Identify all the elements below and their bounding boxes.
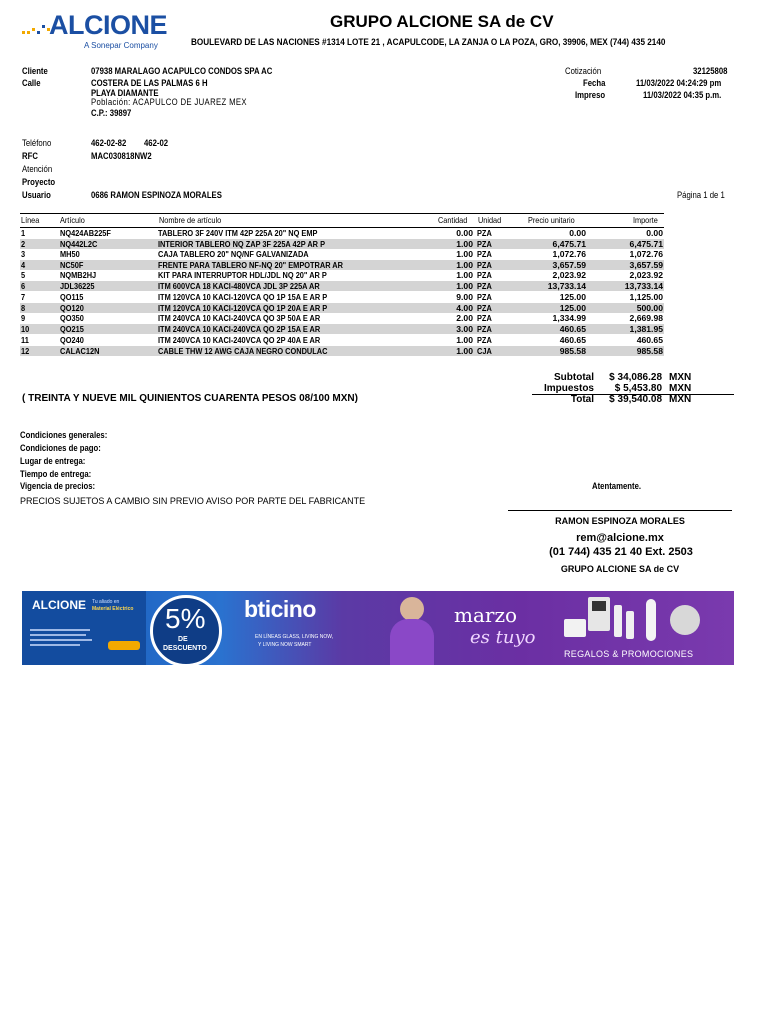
cell-precio: 2,023.92: [552, 270, 586, 280]
lugar-entrega: Lugar de entrega:: [20, 456, 86, 466]
impuestos-currency: MXN: [669, 383, 692, 394]
table-row: [20, 249, 664, 259]
discount-de: DE: [178, 636, 188, 643]
thermostat-icon: [670, 605, 700, 635]
cell-importe: 2,023.92: [629, 270, 663, 280]
header-importe: Importe: [633, 215, 658, 225]
table-row: [20, 228, 664, 238]
cell-articulo: QO115: [60, 292, 84, 302]
cell-cantidad: 1.00: [456, 260, 473, 270]
header-precio: Precio unitario: [528, 215, 575, 225]
cell-linea: 8: [21, 303, 26, 313]
cell-precio: 0.00: [569, 228, 586, 238]
cell-nombre: ITM 240VCA 10 KACI-240VCA QO 2P 40A E AR: [158, 335, 321, 345]
cell-nombre: FRENTE PARA TABLERO NF-NQ 20" EMPOTRAR AR: [158, 260, 343, 270]
cell-articulo: CALAC12N: [60, 346, 100, 356]
table-row: [20, 313, 664, 323]
signature-company: GRUPO ALCIONE SA de CV: [560, 564, 680, 574]
cotizacion-label: Cotización: [565, 66, 602, 76]
rfc-value: MAC030818NW2: [91, 151, 152, 161]
cell-articulo: JDL36225: [60, 281, 95, 291]
cell-nombre: TABLERO 3F 240V ITM 42P 225A 20" NQ EMP: [158, 228, 318, 238]
cell-unidad: PZA: [477, 228, 492, 238]
condiciones-pago: Condiciones de pago:: [20, 443, 101, 453]
cell-unidad: PZA: [477, 335, 492, 345]
company-name: GRUPO ALCIONE SA de CV: [330, 12, 554, 31]
cell-linea: 6: [21, 281, 26, 291]
total-currency: MXN: [669, 394, 692, 405]
cell-linea: 12: [21, 346, 30, 356]
vigencia-precios: Vigencia de precios:: [20, 481, 96, 491]
bticino-logo: bticino: [244, 596, 316, 622]
cell-articulo: MH50: [60, 249, 80, 259]
cell-linea: 1: [21, 228, 26, 238]
bticino-line-2: Y LIVING NOW SMART: [258, 642, 312, 648]
sensor-device-icon: [614, 605, 622, 637]
cell-importe: 3,657.59: [629, 260, 663, 270]
header-cantidad: Cantidad: [438, 215, 468, 225]
header-articulo: Artículo: [60, 215, 85, 225]
table-row: [20, 292, 664, 302]
table-row: [20, 260, 664, 270]
cell-cantidad: 2.00: [456, 313, 473, 323]
total-label: Total: [570, 394, 594, 405]
table-row: [20, 324, 664, 334]
signature-email: rem@alcione.mx: [576, 532, 664, 544]
cell-unidad: PZA: [477, 270, 492, 280]
cell-importe: 0.00: [646, 228, 663, 238]
cell-nombre: CAJA TABLERO 20" NQ/NF GALVANIZADA: [158, 249, 309, 259]
promo-banner[interactable]: [22, 591, 734, 665]
impuestos-label: Impuestos: [543, 383, 594, 394]
cell-precio: 985.58: [559, 346, 586, 356]
company-address: BOULEVARD DE LAS NACIONES #1314 LOTE 21 , ACAPULCODE, LA ZANJA O LA POZA, GRO, 39906, MEX (744) 435 2140: [191, 37, 666, 48]
proyecto-label: Proyecto: [22, 177, 56, 187]
cell-importe: 1,072.76: [629, 249, 663, 259]
cell-unidad: PZA: [477, 324, 492, 334]
cell-linea: 3: [21, 249, 26, 259]
subtotal-value: $ 34,086.28: [609, 372, 662, 383]
cell-cantidad: 0.00: [456, 228, 473, 238]
cell-articulo: NC50F: [60, 260, 84, 270]
impuestos-value: $ 5,453.80: [614, 383, 662, 394]
header-unidad: Unidad: [478, 215, 502, 225]
cell-precio: 13,733.14: [547, 281, 586, 291]
impreso-label: Impreso: [575, 90, 606, 100]
cell-precio: 125.00: [559, 292, 586, 302]
fecha-label: Fecha: [583, 78, 606, 88]
cell-importe: 460.65: [636, 335, 663, 345]
cell-cantidad: 9.00: [456, 292, 473, 302]
cell-precio: 460.65: [559, 335, 586, 345]
cell-nombre: KIT PARA INTERRUPTOR HDL/JDL NQ 20" AR P: [158, 270, 327, 280]
table-row: [20, 239, 664, 249]
banner-logo: ALCIONE: [32, 598, 86, 612]
cliente-value: 07938 MARALAGO ACAPULCO CONDOS SPA AC: [91, 66, 273, 76]
subtotal-label: Subtotal: [554, 372, 594, 383]
banner-tagline-2: Material Eléctrico: [92, 606, 134, 612]
discount-percent: 5%: [165, 603, 206, 634]
cell-importe: 1,381.95: [629, 324, 663, 334]
cell-precio: 1,334.99: [552, 313, 586, 323]
cell-linea: 9: [21, 313, 26, 323]
discount-label: DESCUENTO: [163, 645, 207, 652]
calle-label: Calle: [22, 78, 41, 88]
cell-linea: 11: [21, 335, 29, 345]
table-header: [20, 213, 664, 228]
cell-importe: 1,125.00: [629, 292, 663, 302]
cell-importe: 500.00: [636, 303, 663, 313]
cell-cantidad: 1.00: [456, 281, 473, 291]
tiempo-entrega: Tiempo de entrega:: [20, 469, 92, 479]
signature-phone: (01 744) 435 21 40 Ext. 2503: [549, 546, 693, 558]
cell-nombre: ITM 600VCA 18 KACI-480VCA JDL 3P 225A AR: [158, 281, 320, 291]
cell-unidad: PZA: [477, 281, 492, 291]
cell-articulo: QO215: [60, 324, 84, 334]
atentamente: Atentamente.: [592, 481, 642, 491]
cell-articulo: NQ442L2C: [60, 239, 98, 249]
table-row: [20, 303, 664, 313]
cell-cantidad: 1.00: [456, 249, 473, 259]
table-row: [20, 335, 664, 345]
cell-cantidad: 1.00: [456, 270, 473, 280]
sensor-device-icon-2: [626, 611, 634, 639]
cell-linea: 2: [21, 239, 26, 249]
company-logo: [22, 10, 167, 52]
cell-cantidad: 1.00: [456, 346, 473, 356]
cell-nombre: ITM 240VCA 10 KACI-240VCA QO 2P 15A E AR: [158, 324, 321, 334]
usuario-label: Usuario: [22, 190, 51, 200]
cell-unidad: PZA: [477, 303, 492, 313]
cell-nombre: INTERIOR TABLERO NQ ZAP 3F 225A 42P AR P: [158, 239, 326, 249]
atencion-label: Atención: [22, 164, 53, 174]
cell-precio: 6,475.71: [552, 239, 586, 249]
logo-subtitle: A Sonepar Company: [84, 41, 158, 50]
cell-precio: 460.65: [559, 324, 586, 334]
cell-linea: 4: [21, 260, 26, 270]
fecha-value: 11/03/2022 04:24:29 pm: [636, 78, 722, 88]
telefono-value-1: 462-02-82: [91, 138, 127, 148]
cell-articulo: NQMB2HJ: [60, 270, 97, 280]
cell-unidad: PZA: [477, 239, 492, 249]
bticino-line-1: EN LÍNEAS GLASS, LIVING NOW,: [255, 634, 334, 640]
total-value: $ 39,540.08: [609, 394, 662, 405]
banner-brand-panel: [22, 591, 146, 665]
header-linea: Línea: [21, 215, 40, 225]
model-photo-icon: [382, 593, 442, 665]
cell-unidad: PZA: [477, 249, 492, 259]
calle-line2: PLAYA DIAMANTE: [91, 88, 159, 98]
banner-cta-badge[interactable]: [108, 641, 140, 650]
banner-fine-print: [30, 629, 94, 655]
cell-cantidad: 4.00: [456, 303, 473, 313]
header-nombre: Nombre de artículo: [159, 215, 222, 225]
cell-cantidad: 1.00: [456, 239, 473, 249]
subtotal-currency: MXN: [669, 372, 692, 383]
calle-line1: COSTERA DE LAS PALMAS 6 H: [91, 78, 208, 88]
cell-articulo: QO350: [60, 313, 84, 323]
cell-importe: 13,733.14: [624, 281, 663, 291]
cell-unidad: PZA: [477, 260, 492, 270]
cell-articulo: QO120: [60, 303, 84, 313]
page-number: Página 1 de 1: [677, 190, 725, 200]
rfc-label: RFC: [22, 151, 38, 161]
cell-importe: 985.58: [636, 346, 663, 356]
cell-linea: 10: [21, 324, 30, 334]
condiciones-generales: Condiciones generales:: [20, 430, 108, 440]
cell-unidad: CJA: [477, 346, 492, 356]
cell-nombre: ITM 120VCA 10 KACI-120VCA QO 1P 20A E AR P: [158, 303, 328, 313]
cell-linea: 5: [21, 270, 26, 280]
cell-nombre: CABLE THW 12 AWG CAJA NEGRO CONDULAC: [158, 346, 328, 356]
cell-precio: 3,657.59: [552, 260, 586, 270]
regalos-promociones: REGALOS & PROMOCIONES: [564, 649, 694, 659]
cell-articulo: NQ424AB225F: [60, 228, 111, 238]
banner-tagline-1: Tu aliado en: [92, 599, 120, 605]
telefono-label: Teléfono: [22, 138, 52, 148]
cell-articulo: QO240: [60, 335, 84, 345]
cell-precio: 1,072.76: [552, 249, 586, 259]
cell-nombre: ITM 240VCA 10 KACI-240VCA QO 3P 50A E AR: [158, 313, 321, 323]
cell-unidad: PZA: [477, 313, 492, 323]
cell-importe: 6,475.71: [629, 239, 663, 249]
discount-circle: [150, 595, 222, 665]
cell-cantidad: 1.00: [456, 335, 473, 345]
marzo-text: marzo: [454, 603, 518, 627]
table-row: [20, 281, 664, 291]
signature-line: [508, 510, 732, 511]
cell-precio: 125.00: [559, 303, 586, 313]
intercom-icon: [588, 597, 610, 631]
codigo-postal: C.P.: 39897: [91, 108, 132, 118]
es-tuyo-text: es tuyo: [470, 627, 536, 648]
cell-unidad: PZA: [477, 292, 492, 302]
cliente-label: Cliente: [22, 66, 48, 76]
table-row: [20, 346, 664, 356]
usuario-value: 0686 RAMON ESPINOZA MORALES: [91, 190, 222, 200]
prices-note: PRECIOS SUJETOS A CAMBIO SIN PREVIO AVISO POR PARTE DEL FABRICANTE: [20, 496, 366, 506]
amount-in-words: ( TREINTA Y NUEVE MIL QUINIENTOS CUARENTA PESOS 08/100 MXN): [22, 393, 358, 404]
cell-importe: 2,669.98: [629, 313, 663, 323]
impreso-value: 11/03/2022 04:35 p.m.: [643, 90, 722, 100]
table-row: [20, 270, 664, 280]
poblacion: Población: ACAPULCO DE JUAREZ MEX: [91, 97, 247, 107]
cell-cantidad: 3.00: [456, 324, 473, 334]
logo-text: ALCIONE: [49, 10, 167, 40]
telefono-value-2: 462-02: [144, 138, 169, 148]
tower-device-icon: [646, 599, 656, 641]
switch-plate-icon: [564, 619, 586, 637]
cell-linea: 7: [21, 292, 26, 302]
cotizacion-value: 32125808: [693, 66, 728, 76]
signature-name: RAMON ESPINOZA MORALES: [555, 516, 685, 526]
cell-nombre: ITM 120VCA 10 KACI-120VCA QO 1P 15A E AR P: [158, 292, 328, 302]
